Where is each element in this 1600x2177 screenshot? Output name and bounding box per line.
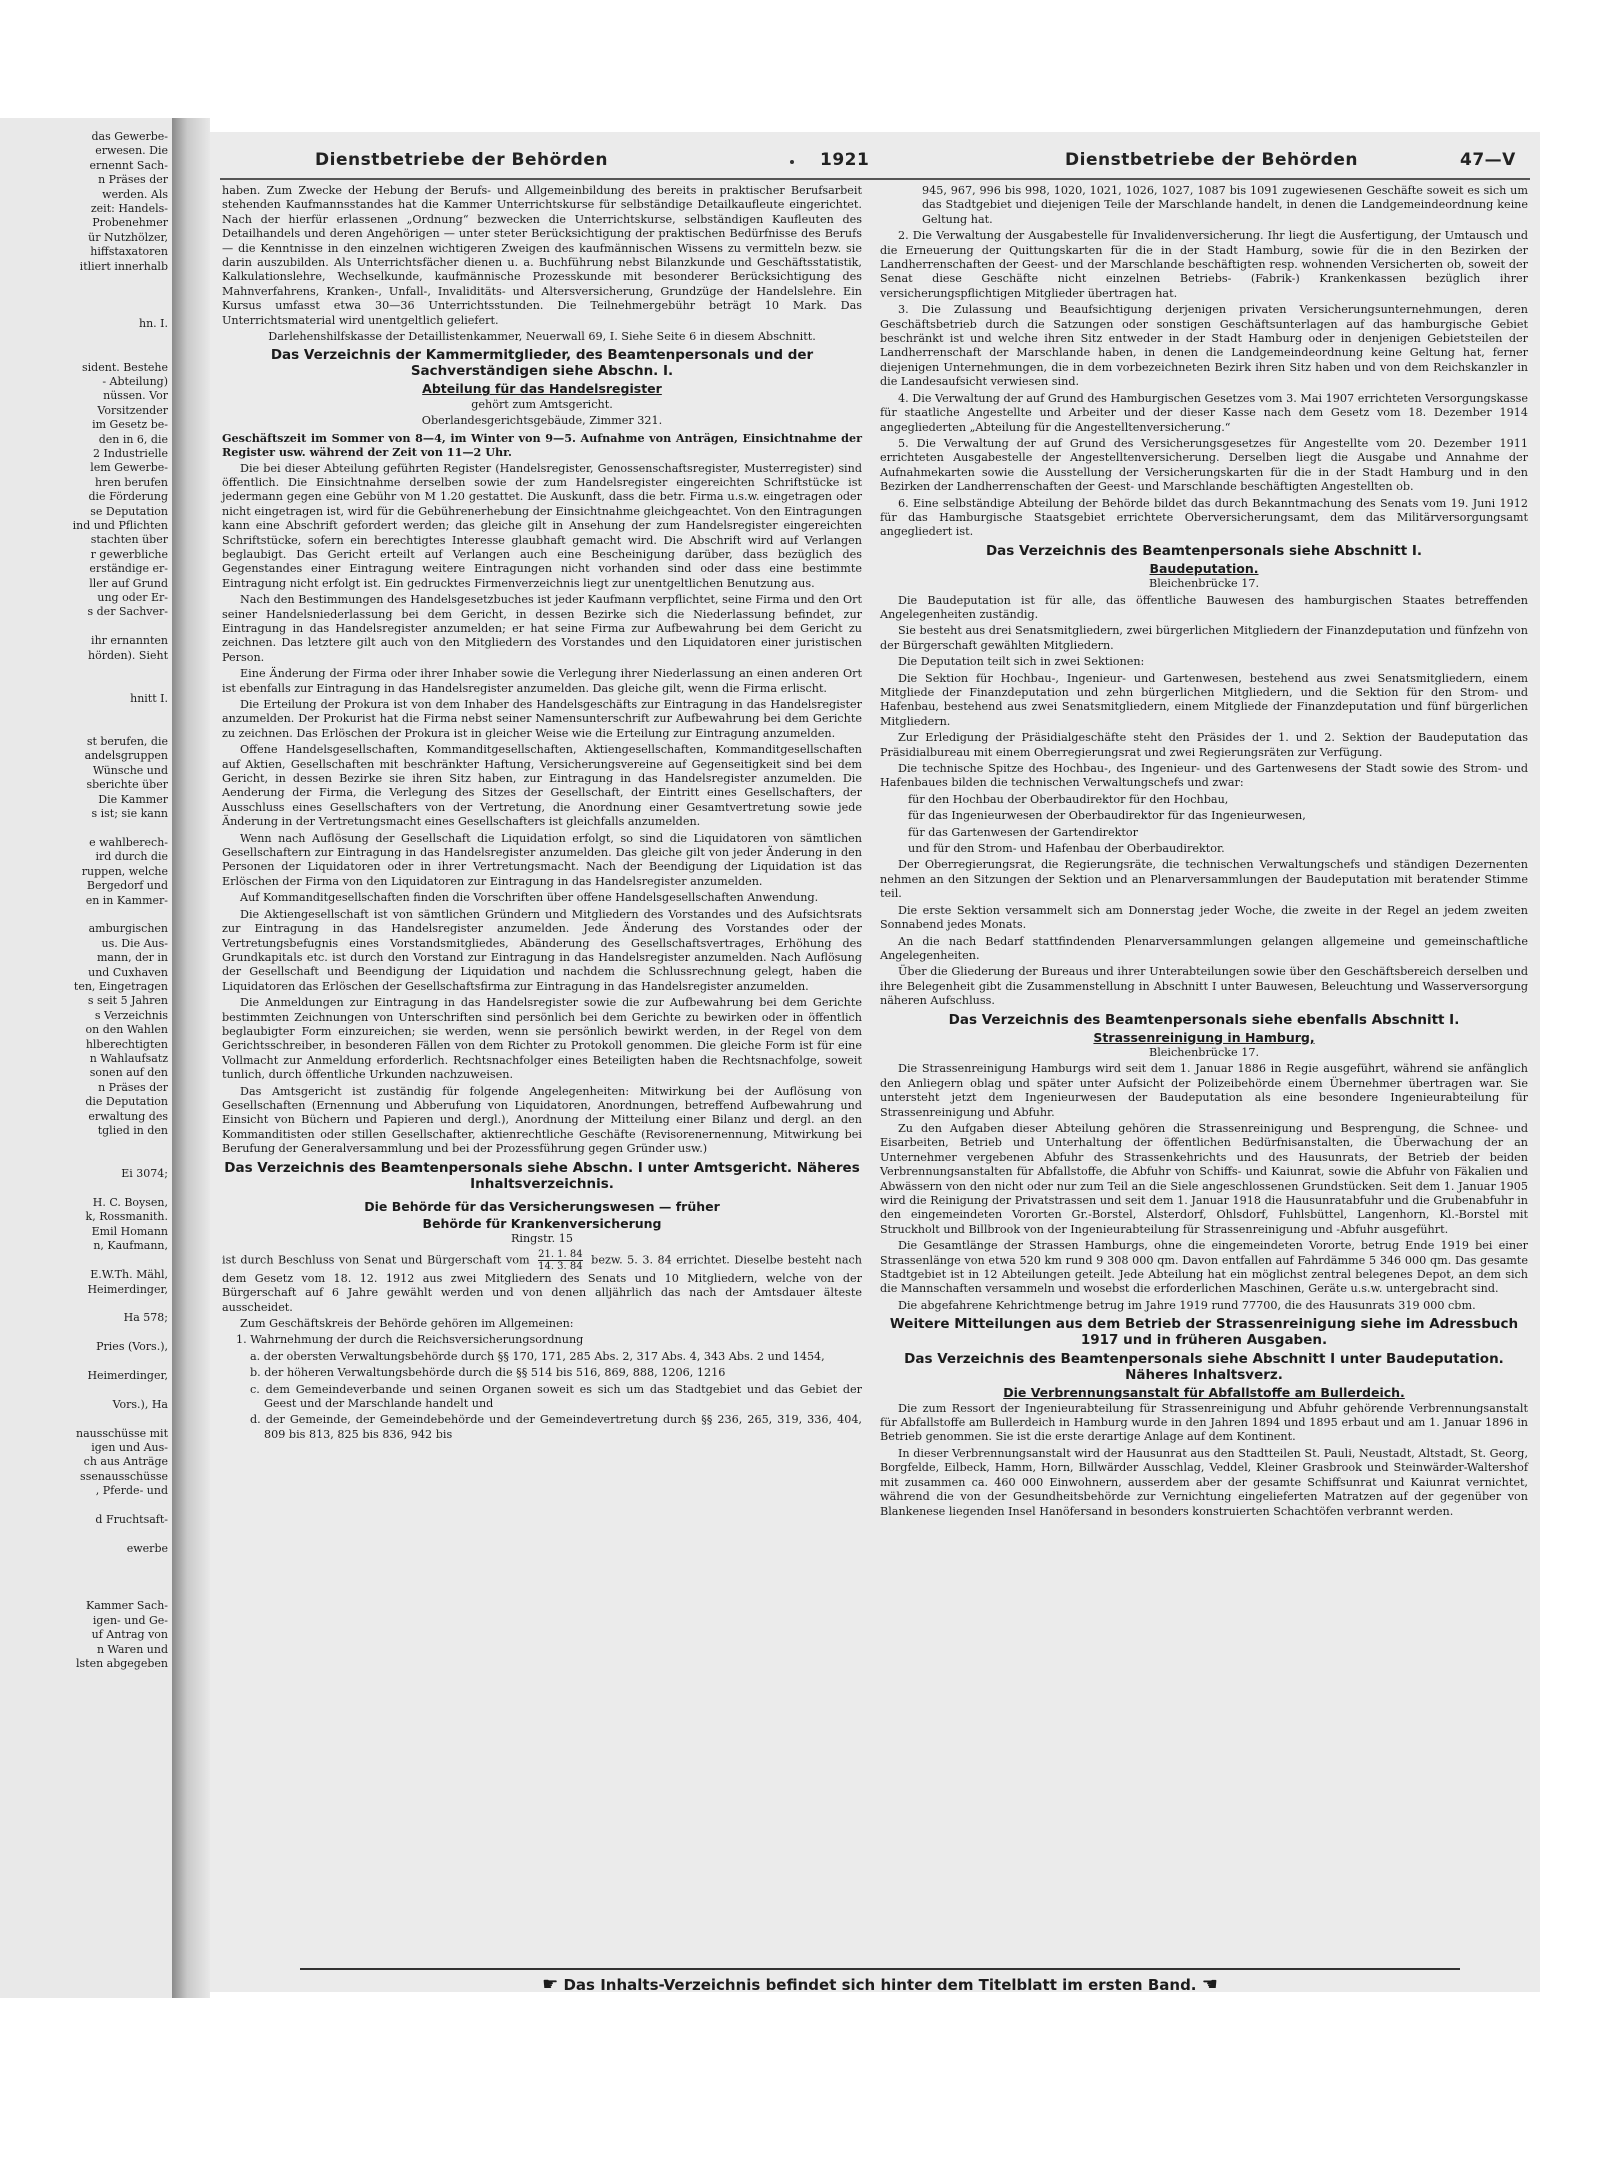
cross-reference: Das Verzeichnis des Beamtenpersonals siehe Abschnitt I unter Baudeputation. Näheres Inhaltsverz. [904,1351,1504,1384]
left-page-line: die Förderung [88,490,168,504]
left-page-line: r gewerbliche [90,547,168,561]
left-page-line: sident. Bestehe [82,360,168,374]
footer-text: Das Inhalts-Verzeichnis befindet sich hinter dem Titelblatt im ersten Band. [563,1976,1197,1992]
left-page-line: Kammer Sach- [86,1599,168,1613]
left-page-line: igen und Aus- [91,1440,168,1454]
left-page-line: on den Wahlen [85,1023,168,1037]
left-page-line [2,1326,168,1340]
left-page-line: erwesen. Die [95,144,168,158]
paragraph: Zum Geschäftskreis der Behörde gehören im Allgemeinen: [240,1317,574,1331]
left-page-line: 2 Industrielle [93,446,168,460]
left-page-line [2,1355,168,1369]
left-page-line: hren berufen [95,475,168,489]
left-page-line [2,1297,168,1311]
paragraph: 3. Die Zulassung und Beaufsichtigung derjenigen privaten Versicherungsunternehmungen, deren Geschäftsbetrieb durch die Satzungen oder sonstigen Geschäftsunterlagen auf das hamburgische Gebiet beschränkt ist und welche ihren Sitz entweder in der Stadt Hamburg oder in denjenigen Gebietsteilen der Landherrenschaft der Marschlande haben, in denen die Landgemeindeordnung keine Geltung hat, ferner diejenigen Unternehmungen, die in dem vorbezeichneten Bezirk ihren Sitz haben und von dem Reichskanzler in die Landesaufsicht verwiesen sind. [880,303,1528,389]
left-page-line: n, Kaufmann, [93,1239,168,1253]
left-page-line [2,1412,168,1426]
left-page-line: ind und Pflichten [72,518,168,532]
paragraph: Nach den Bestimmungen des Handelsgesetzbuches ist jeder Kaufmann verpflichtet, seine Firma und den Ort seiner Handelsniederlassung bei dem Gericht, in dessen Bezirke sich die Niederlassung befindet, zur Eintragung in das Handelsregister anzumelden; er hat seine Firma zur Aufbewahrung bei dem Gericht zu zeichnen. Das letztere gilt auch von den Mitgliedern des Vorstandes und den Liquidatoren einer juristischen Person. [222,593,862,664]
left-page-line [2,1383,168,1397]
left-page-line [2,1556,168,1570]
left-page-line [2,1254,168,1268]
left-page-line: nüssen. Vor [103,389,168,403]
left-page-line: erwaltung des [88,1109,168,1123]
left-page-line: Emil Homann [91,1224,168,1238]
section-title: Behörde für Krankenversicherung [422,1216,662,1231]
page-header [220,142,1530,180]
left-page-line: und Cuxhaven [88,965,168,979]
main-page [210,132,1540,1992]
left-page-line: hörden). Sieht [88,648,168,662]
left-page-line: ruppen, welche [81,864,168,878]
paragraph: Die Strassenreinigung Hamburgs wird seit dem 1. Januar 1886 in Regie ausgeführt, während sie anfänglich den Anliegern oblag und später unter Aufsicht der Polizeibehörde einem Übernehmer übertragen war. Sie untersteht jetzt dem Ingenieurwesen der Baudeputation als eine besondere Ingenieurabteilung für Strassenreinigung und Abfuhr. [880,1062,1528,1119]
left-page-line: n Waren und [96,1642,168,1656]
pointing-hand-icon: ☛ [542,1974,559,1992]
header-left-title: Dienstbetriebe der Behörden [315,150,608,170]
paragraph: Zur Erledigung der Präsidialgeschäfte steht den Präsides der 1. und 2. Sektion der Baudeputation das Präsidialbureau mit einem Oberregierungsrat und zwei Regierungsräten zur Verfügung. [880,731,1528,759]
left-page-line: n Präses der [98,1080,168,1094]
left-page-line [2,1499,168,1513]
header-right-title: Dienstbetriebe der Behörden [1065,150,1358,170]
paragraph: Geschäftszeit im Sommer von 8—4, im Winter von 9—5. Aufnahme von Anträgen, Einsichtnahme der Register usw. während der Zeit von 11—2 Uhr. [222,430,862,460]
header-page-number: 47—V [1460,150,1516,170]
column-right [880,184,1528,1521]
paragraph: Die Deputation teilt sich in zwei Sektionen: [898,655,1145,669]
left-page-line: us. Die Aus- [101,936,168,950]
list-item: a. der obersten Verwaltungsbehörde durch §§ 170, 171, 285 Abs. 2, 317 Abs. 4, 343 Abs. 2 und 1454, [250,1349,825,1363]
left-page-line [2,346,168,360]
left-page-line [2,332,168,346]
left-page-line [2,1182,168,1196]
left-page-line: s der Sachver- [87,605,168,619]
list-item: für das Ingenieurwesen der Oberbaudirektor für das Ingenieurwesen, [908,809,1306,823]
paragraph: haben. Zum Zwecke der Hebung der Berufs- und Allgemeinbildung des bereits in praktischer Berufsarbeit stehenden Kaufmannsstandes hat die Kammer Unterrichtskurse für selbständige Detailkaufleute eingerichtet. Nach der hierfür erlassenen „Ordnung“ bezwecken die Unterrichtskurse, selbständigen Kaufleuten des Detailhandels und deren Angehörigen — unter steter Berücksichtigung der praktischen Bedürfnisse des Berufs — die Kenntnisse in den einzelnen wichtigeren Zweigen des kaufmännischen Wissens zu vermitteln bezw. sie darin auszubilden. Als Unterrichtsfächer dienen u. a. Buchführung nebst Bilanzkunde und Geschäftsstatistik, Kalkulationslehre, Wechselkunde, kaufmännische Prozesskunde mit besonderer Berücksichtigung des Mahnverfahrens, Kranken-, Unfall-, Invaliditäts- und Altersversicherung, Grundzüge der Handelslehre. Ein Kursus umfasst etwa 30—36 Unterrichtsstunden. Die Teilnehmergebühr beträgt 10 Mark. Das Unterrichtsmaterial wird unentgeltlich geliefert. [222,184,862,327]
paragraph: Die Gesamtlänge der Strassen Hamburgs, ohne die eingemeindeten Vororte, betrug Ende 1919 bei einer Strassenlänge von etwa 520 km rund 9 308 000 qm. Davon entfallen auf Fahrdämme 5 346 000 qm. Das gesamte Stadtgebiet ist in 12 Abteilungen geteilt. Jede Abteilung hat ein möglichst zentral belegenes Depot, an dem sich die Mannschaften versammeln und wosebst die erforderlichen Maschinen, Geräte u.s.w. untergebracht sind. [880,1239,1528,1296]
left-page-line: werden. Als [102,187,168,201]
text-run: ist durch Beschluss von Senat und Bürgerschaft vom [222,1253,530,1267]
paragraph: Das Amtsgericht ist zuständig für folgende Angelegenheiten: Mitwirkung bei der Auflösung von Gesellschaften (Ernennung und Abberufung von Liquidatoren, Anordnungen, betreffend Aufbewahrung und Einsicht von Büchern und Papieren und dergl.), Anordnung der Mitteilung einer Bilanz und dergl. an den Kommanditisten oder stillen Gesellschafter, aktienrechtliche Geschäfte (Revisorenernennung, Mitwirkung bei Berufung der Generalversammlung und bei der Prozessführung gegen Gründer usw.) [222,1084,862,1156]
left-page-line: mann, der in [96,951,168,965]
paragraph: 945, 967, 996 bis 998, 1020, 1021, 1026, 1027, 1087 bis 1091 zugewiesenen Geschäfte soweit es sich um das Stadtgebiet und diejenigen Teile der Marschlande handelt, in denen die Landgemeindeordnung keine Geltung hat. [922,184,1528,226]
pointing-hand-icon: ☚ [1201,1974,1218,1992]
left-page-line: ch aus Anträge [83,1455,168,1469]
left-page-line [2,274,168,288]
book-gutter [172,118,210,1998]
left-page-line: Vorsitzender [97,403,168,417]
left-page-line: Heimerdinger, [87,1282,168,1296]
cross-reference: Das Verzeichnis der Kammermitglieder, des Beamtenpersonals und der Sachverständigen siehe Abschn. I. [270,347,814,380]
section-address: Bleichenbrücke 17. [1148,577,1260,591]
fraction-bottom: 14. 3. 84 [538,1260,583,1272]
left-page-line: Ei 3074; [121,1167,168,1181]
left-page-line: ten, Eingetragen [73,979,168,993]
left-page-line: zeit: Handels- [90,202,168,216]
cross-reference: Das Verzeichnis des Beamtenpersonals siehe Abschn. I unter Amtsgericht. Näheres Inhaltsverzeichnis. [224,1159,860,1192]
paragraph: Die erste Sektion versammelt sich am Donnerstag jeder Woche, die zweite in der Regel an jedem zweiten Sonnabend jedes Monats. [880,903,1528,932]
left-page-line [2,1153,168,1167]
left-page-line: nausschüsse mit [75,1426,168,1440]
left-page-line: Heimerdinger, [87,1368,168,1382]
paragraph: Auf Kommanditgesellschaften finden die Vorschriften über offene Handelsgesellschaften Anwendung. [240,891,819,905]
left-page-line: erständige er- [89,562,168,576]
cross-reference: Weitere Mitteilungen aus dem Betrieb der Strassenreinigung siehe im Adressbuch 1917 und in früheren Ausgaben. [889,1316,1519,1349]
paragraph: Darlehenshilfskasse der Detaillistenkammer, Neuerwall 69, I. Siehe Seite 6 in diesem Abschnitt. [268,330,816,344]
left-page-line [2,663,168,677]
fraction-top: 21. 1. 84 [538,1248,583,1260]
list-item: für das Gartenwesen der Gartendirektor [908,825,1139,839]
left-page-line [2,1527,168,1541]
paragraph: Die Erteilung der Prokura ist von dem Inhaber des Handelsgeschäfts zur Eintragung in das Handelsregister anzumelden. Der Prokurist hat die Firma nebst seiner Namensunterschrift zur Aufbewahrung bei dem Gerichte zu zeichnen. Das Erlöschen der Prokura ist in gleicher Weise wie die Erteilung zur Eintragung anzumelden. [222,698,862,740]
section-title: Abteilung für das Handelsregister [422,381,662,397]
left-page-line: n Wahlaufsatz [89,1052,168,1065]
left-page-line: sonen auf den [89,1066,168,1080]
list-item: für den Hochbau der Oberbaudirektor für den Hochbau, [908,792,1229,806]
paragraph: Die bei dieser Abteilung geführten Register (Handelsregister, Genossenschaftsregister, Musterregister) sind öffentlich. Die Einsichtnahme derselben sowie der zum Handelsregister eingereichten Schriftstücke ist jedermann gegen eine Gebühr von M 1.20 gestattet. Die Auskunft, dass die betr. Firma u.s.w. eingetragen oder nicht eingetragen ist, wird für die Gebührenerhebung der Einsichtnahme gleichgeachtet. Von den Eintragungen kann eine Abschrift gefordert werden; das gleiche gilt in Ansehung der zum Handelsregister eingereichten Schriftstücke, sofern ein berechtigtes Interesse glaubhaft gemacht wird. Die Abschrift wird auf Verlangen beglaubigt. Das Gericht erteilt auf Verlangen auch eine Bescheinigung darüber, dass bezüglich des Gegenstandes einer Eintragung weitere Eintragungen nicht vorhanden sind oder dass eine bestimmte Eintragung nicht erfolgt ist. Ein gedrucktes Firmenverzeichnis liegt zur unentgeltlichen Benutzung aus. [222,461,862,590]
paragraph: Der Oberregierungsrat, die Regierungsräte, die technischen Verwaltungschefs und ständigen Dezernenten nehmen an den Sitzungen der Sektion und an Plenarversammlungen der Baudeputation mit beratender Stimme teil. [880,858,1528,901]
left-page-line [2,620,168,634]
left-page-line: den in 6, die [98,432,168,446]
left-page-line: ssenausschüsse [80,1469,168,1483]
left-page-line: hn. I. [138,317,168,331]
list-item: 1. Wahrnehmung der durch die Reichsversicherungsordnung [236,1333,584,1347]
header-year: 1921 [820,150,870,170]
left-page-line [2,1571,168,1585]
left-page-line: e wahlberech- [89,835,168,849]
left-page-line [2,706,168,720]
section-title: Die Behörde für das Versicherungswesen — früher [364,1198,720,1214]
list-item: b. der höheren Verwaltungsbehörde durch die §§ 514 bis 516, 869, 888, 1206, 1216 [250,1366,726,1380]
section-subtitle: gehört zum Amtsgericht. [471,397,613,411]
left-page-line: Bergedorf und [86,879,168,893]
left-page-line: ird durch die [95,850,168,864]
left-page-line: Die Kammer [98,792,168,806]
date-fraction [538,1249,583,1272]
paragraph: Die Sektion für Hochbau-, Ingenieur- und Gartenwesen, bestehend aus zwei Senatsmitgliedern, einem Mitgliede der Finanzdeputation und zehn bürgerlichen Mitgliedern, und die Sektion für den Strom- und Hafenbau, bestehend aus zwei Senatsmitgliedern, einem Mitgliede der Finanzdeputation und fünf bürgerlichen Mitgliedern. [880,671,1528,728]
left-page-line: lsten abgegeben [75,1657,168,1671]
left-page-line [2,1585,168,1599]
paragraph: Die technische Spitze des Hochbau-, des Ingenieur- und des Gartenwesens der Stadt sowie des Strom- und Hafenbaues bilden die technischen Verwaltungschefs und zwar: [880,762,1528,790]
left-page-line [2,288,168,302]
left-page-fragment [0,118,174,1998]
left-page-line: itliert innerhalb [79,259,168,273]
left-page-line [2,303,168,317]
paragraph: Über die Gliederung der Bureaus und ihrer Unterabteilungen sowie über den Geschäftsbereich derselben und ihre Belegenheit gibt die Zusammenstellung in Abschnitt I unter Bauwesen, Beleuchtung und Wasserversorgung näheren Aufschluss. [880,965,1528,1008]
paragraph: Die zum Ressort der Ingenieurabteilung für Strassenreinigung und Abfuhr gehörende Verbrennungsanstalt für Abfallstoffe am Bullerdeich in Hamburg wurde in den Jahren 1894 und 1895 erbaut und am 1. Januar 1896 in Betrieb genommen. Sie ist die erste derartige Anlage auf dem Kontinent. [880,1401,1528,1444]
left-page-line: ernennt Sach- [89,158,168,172]
left-page-line: lem Gewerbe- [90,461,168,475]
cross-reference: Das Verzeichnis des Beamtenpersonals siehe Abschnitt I. [985,542,1423,559]
left-page-line: H. C. Boysen, [92,1196,168,1210]
left-page-line: ür Nutzhölzer, [88,230,168,244]
paragraph: Sie besteht aus drei Senatsmitgliedern, zwei bürgerlichen Mitgliedern der Finanzdeputation und fünfzehn von der Bürgerschaft gewählten Mitgliedern. [880,624,1528,652]
left-page-line: hlberechtigten [85,1037,168,1051]
left-page-line: im Gesetz be- [92,418,168,432]
left-page-line: s seit 5 Jahren [87,994,168,1008]
paragraph [222,1249,862,1315]
left-page-line: st berufen, die [86,735,168,749]
section-title: Strassenreinigung in Hamburg, [1093,1029,1315,1045]
paragraph: In dieser Verbrennungsanstalt wird der Hausunrat aus den Stadtteilen St. Pauli, Neustadt, Altstadt, St. Georg, Borgfelde, Eilbeck, Hamm, Horn, Billwärder Ausschlag, Veddel, Kleiner Grasbrook und Steinwärder-Waltershof mit zusammen ca. 460 000 Einwohnern, ausserdem aber der gesamte Schiffsunrat und Kaiunrat vernichtet, während die von der Gesundheitsbehörde zur Vernichtung eingelieferten Matratzen auf der gegenüber von Blankenese liegenden Insel Hanöfersand in besonders konstruierten Schachtöfen verbrannt werden. [880,1446,1528,1518]
footer-notice [300,1968,1460,1992]
paragraph: 5. Die Verwaltung der auf Grund des Versicherungsgesetzes für Angestellte vom 20. Dezember 1911 errichteten Ausgabestelle der Angestelltenversicherung. Derselben liegt die Ausgabe und Annahme der Aufnahmekarten sowie die Ausstellung der Versicherungskarten für die in der Stadt Hamburg und in den Bezirken der Landherrenschaften der Geest- und Marschlande beschäftigten Angestellten ob. [880,436,1528,494]
ink-dot [790,160,794,164]
section-title: Baudeputation. [1149,560,1259,576]
paragraph: Wenn nach Auflösung der Gesellschaft die Liquidation erfolgt, so sind die Liquidatoren von sämtlichen Gesellschaftern zur Eintragung in das Handelsregister anzumelden. Das gleiche gilt von jeder Änderung in den Personen der Liquidatoren oder in ihrer Vertretungsmacht. Nach der Beendigung der Liquidation ist das Erlöschen der Firma von den Liquidatoren zur Eintragung in das Handelsregister anzumelden. [222,831,862,888]
section-address: Oberlandesgerichtsgebäude, Zimmer 321. [421,414,663,428]
left-page-text [2,130,168,1671]
left-page-line: k, Rossmanith. [85,1210,168,1224]
paragraph: Die Baudeputation ist für alle, das öffentliche Bauwesen des hamburgischen Staates betreffenden Angelegenheiten zuständig. [880,593,1528,621]
left-page-line: hnitt I. [130,691,168,705]
paragraph: Die Aktiengesellschaft ist von sämtlichen Gründern und Mitgliedern des Vorstandes und des Aufsichtsrats zur Eintragung in das Handelsregister anzumelden. Jede Änderung des Vorstandes oder der Vertretungsbefugnis eines Vorstandsmitgliedes, Abänderung des Gesellschaftsvertrages, Erhöhung des Grundkapitals etc. ist durch den Vorstand zur Eintragung in das Handelsregister anzumelden. Nach Auflösung der Gesellschaft und Beendigung der Liquidation und nachdem die Schlussrechnung gelegt, haben die Liquidatoren das Erlöschen der Gesellschaftsfirma zur Eintragung in das Handelsregister anzumelden. [222,907,862,993]
left-page-line [2,1138,168,1152]
left-page-line: amburgischen [88,922,168,936]
left-page-line: n Präses der [98,173,168,187]
paragraph: An die nach Bedarf stattfindenden Plenarversammlungen gelangen allgemeine und gemeinschaftliche Angelegenheiten. [880,934,1528,962]
left-page-line: ewerbe [126,1541,168,1555]
left-page-line: tglied in den [97,1124,168,1138]
left-page-line: sberichte über [86,778,168,792]
paragraph: 6. Eine selbständige Abteilung der Behörde bildet das durch Bekanntmachung des Senats vom 19. Juni 1912 für das Hamburgische Staatsgebiet errichtete Oberversicherungsamt, dem das Militärversorgungsamt angegliedert ist. [880,496,1528,539]
paragraph: Die Anmeldungen zur Eintragung in das Handelsregister sowie die zur Aufbewahrung bei dem Gerichte bestimmten Zeichnungen von Unterschriften sind persönlich bei dem Gerichte zu bewirken oder in öffentlich beglaubigter Form einzureichen; sie werden, wenn sie persönlich bewirkt werden, in der Regel von dem Gerichtsschreiber, in besonderen Fällen von dem Richter zu Protokoll genommen. Die gleiche Form ist für eine Vollmacht zur Anmeldung erforderlich. Rechtsnachfolger eines Beteiligten haben die Rechtsnachfolge, soweit tunlich, durch öffentliche Urkunden nachzuweisen. [222,996,862,1082]
left-page-line: igen- und Ge- [92,1613,168,1627]
left-page-line: ung oder Er- [97,591,168,604]
left-page-line [2,721,168,735]
left-page-line: Vors.), Ha [112,1397,168,1411]
list-item: d. der Gemeinde, der Gemeindebehörde und der Gemeindevertretung durch §§ 236, 265, 319, 336, 404, 809 bis 813, 825 bis 836, 942 bis [250,1413,862,1441]
left-page-line: en in Kammer- [85,893,168,907]
left-page-line: uf Antrag von [91,1628,168,1642]
left-page-line: E.W.Th. Mähl, [90,1268,168,1282]
left-page-line: s ist; sie kann [91,807,168,821]
left-page-line: Wünsche und [92,763,168,777]
left-page-line: ihr ernannten [91,634,168,648]
left-page-line: stachten über [90,533,168,547]
cross-reference: Das Verzeichnis des Beamtenpersonals siehe ebenfalls Abschnitt I. [948,1011,1460,1028]
text-run: bezw. 5. 3. 84 errichtet. Dieselbe besteht nach dem Gesetz vom 18. 12. 1912 aus zwei Mitgliedern des Senats und 10 Mitgliedern, welche von der Bürgerschaft auf 6 Jahre gewählt werden und von denen alljährlich das nach der Amtsdauer älteste ausscheidet. [222,1253,862,1314]
left-page-line [2,677,168,691]
left-page-line: s Verzeichnis [94,1008,168,1022]
left-page-line: Probenehmer [92,216,168,230]
left-page-line: Pries (Vors.), [96,1340,168,1354]
paragraph: 2. Die Verwaltung der Ausgabestelle für Invalidenversicherung. Ihr liegt die Ausfertigung, der Umtausch und die Erneuerung der Quittungskarten für die in der Stadt Hamburg, sowie für die in den Bezirken der Landherrenschaften der Geest- und der Marschlande beschäftigten resp. wohnenden Versicherten ob, soweit der Senat diese Geschäfte nicht einzelnen Betriebs- (Fabrik-) Krankenkassen bezüglich ihrer versicherungspflichtigen Mitglieder übertragen hat. [880,229,1528,300]
paragraph: Die abgefahrene Kehrichtmenge betrug im Jahre 1919 rund 77700, die des Hausunrats 319 000 cbm. [898,1298,1476,1312]
left-page-line [2,908,168,922]
left-page-line: Ha 578; [123,1311,168,1325]
section-title: Die Verbrennungsanstalt für Abfallstoffe am Bullerdeich. [1003,1385,1405,1401]
list-item: und für den Strom- und Hafenbau der Oberbaudirektor. [908,842,1225,856]
left-page-line: d Fruchtsaft- [95,1513,168,1526]
paragraph: Zu den Aufgaben dieser Abteilung gehören die Strassenreinigung und Besprengung, die Schnee- und Eisarbeiten, Betrieb und Unterhaltung der öffentlichen Bedürfnisanstalten, die Überwachung der an Unternehmer vergebenen Abfuhr des Strassenkehrichts und des Hausunrats, der Betrieb der beiden Verbrennungsanstalten für Abfallstoffe, die Abfuhr von Schiffs- und Kaiunrat, sowie die Abfuhr von Fäkalien und Abwässern von den nicht oder nur zum Teil an die Siele angeschlossenen Grundstücken. Seit dem 1. Januar 1905 wird die Reinigung der Privatstrassen und seit dem 1. Januar 1918 die Hausunratabfuhr und die Grubenabfuhr in den eingemeindeten Vororten Gr.-Borstel, Alsterdorf, Ohlsdorf, Fuhlsbüttel, Langenhorn, Kl.-Borstel mit Struckholt und Billbrook von der Ingenieurabteilung für Strassenreinigung und -Abfuhr ausgeführt. [880,1121,1528,1236]
paragraph: Eine Änderung der Firma oder ihrer Inhaber sowie die Verlegung ihrer Niederlassung an einen anderen Ort ist ebenfalls zur Eintragung in das Handelsregister anzumelden. Das gleiche gilt, wenn die Firma erlischt. [222,667,862,695]
left-page-line: , Pferde- und [95,1484,168,1498]
left-page-line: andelsgruppen [84,749,168,763]
list-item: c. dem Gemeindeverbande und seinen Organen soweit es sich um das Stadtgebiet und das Gebiet der Geest und der Marschlande handelt und [250,1382,862,1411]
section-address: Ringstr. 15 [510,1232,574,1246]
paragraph: 4. Die Verwaltung der auf Grund des Hamburgischen Gesetzes vom 3. Mai 1907 errichteten Versorgungskasse für staatliche Angestellte und Arbeiter und der dieser Kasse nach dem Gesetz vom 18. Dezember 1914 angegliederten „Abteilung für die Angestelltenversicherung.“ [880,391,1528,434]
paragraph: Offene Handelsgesellschaften, Kommanditgesellschaften, Aktiengesellschaften, Kommanditgesellschaften auf Aktien, Gesellschaften mit beschränkter Haftung, Versicherungsvereine auf Gegenseitigkeit sind bei dem Gericht, in dessen Bezirke sie ihren Sitz haben, zur Eintragung in das Handelsregister anzumelden. Die Aenderung der Firma, die Verlegung des Sitzes der Gesellschaft, der Eintritt eines Gesellschafters, der Ausschluss eines Gesellschafters von der Vertretung, die Anordnung einer Gesamtvertretung sowie jede Änderung in der Vertretungsmacht eines Gesellschafters ist gleichfalls anzumelden. [222,743,862,829]
left-page-line: hiffstaxatoren [90,245,168,259]
left-page-line [2,822,168,836]
column-left [222,184,862,1444]
section-address: Bleichenbrücke 17. [1148,1045,1260,1059]
left-page-line: - Abteilung) [102,374,168,388]
left-page-line: das Gewerbe- [91,130,168,143]
left-page-line: se Deputation [90,504,168,518]
left-page-line: die Deputation [85,1095,168,1109]
left-page-line: ller auf Grund [89,576,168,590]
